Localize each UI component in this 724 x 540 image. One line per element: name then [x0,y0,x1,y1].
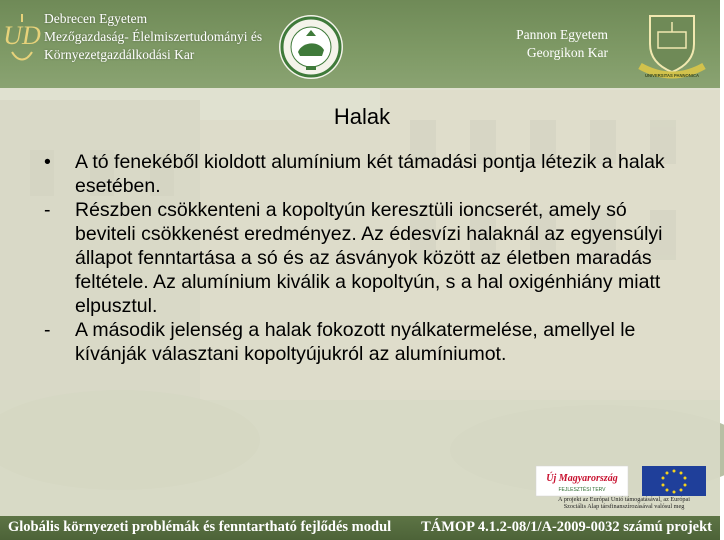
footer-band [0,516,720,540]
faculty-right-line-1: Pannon Egyetem [516,27,608,42]
faculty-left-line-2: Mezőgazdaság- Élelmiszertudományi és [44,29,263,44]
faculty-name-right [510,26,608,62]
faculty-left-line-3: Környezetgazdálkodási Kar [44,47,195,62]
bullet-marker: - [44,199,51,221]
bullet-item [44,150,680,198]
bullet-list [44,150,680,366]
eu-note-line-1: A projekt az Európai Unió támogatásával, az Európai [558,496,690,503]
logo-ud-text: UD [3,21,41,50]
faculty-name-left [44,10,262,64]
bullet-marker: • [44,151,51,173]
umft-logo-subtext: FEJLESZTÉSI TERV [558,487,606,493]
bullet-text: A második jelenség a halak fokozott nyálkatermelése, amellyel le kívánják választani kopoltyújukról az alumíniumot. [75,319,636,365]
footer-module-title: Globális környezeti problémák és fenntartható fejlődés modul [8,519,392,535]
bullet-item [44,318,680,366]
faculty-right-line-2: Georgikon Kar [526,45,608,60]
eu-note-line-2: Szociális Alap társfinanszírozásával valósul meg [563,503,685,510]
footer-project-code: TÁMOP 4.1.2-08/1/A-2009-0032 számú projekt [421,519,712,535]
eu-funding-note [532,496,716,510]
faculty-seal-logo [278,14,344,80]
bullet-marker: - [44,319,51,341]
bullet-text: Részben csökkenteni a kopoltyún keresztüli ioncserét, amely só beviteli csökkenést eredményez. Az édesvízi halaknál az egyensúlyi állapot fenntartása a só és az ásványok között az életben maradás feltétele. Az alumínium kiválik a kopoltyún, s a hal oxigénhiány miatt elpusztul. [75,199,663,317]
eu-flag-icon [642,466,706,496]
slide-title: Halak [333,104,391,129]
faculty-left-line-1: Debrecen Egyetem [44,11,148,26]
umft-logo-text: Új Magyarország [546,473,618,484]
university-of-debrecen-logo [3,8,41,78]
uj-magyarorszag-logo [536,466,628,496]
pannon-university-crest [636,10,708,82]
bullet-item [44,198,680,318]
crest-banner-text: UNIVERSITAS PANNONICA [644,73,700,78]
bullet-text: A tó fenekéből kioldott alumínium két támadási pontja létezik a halak esetében. [75,151,665,197]
